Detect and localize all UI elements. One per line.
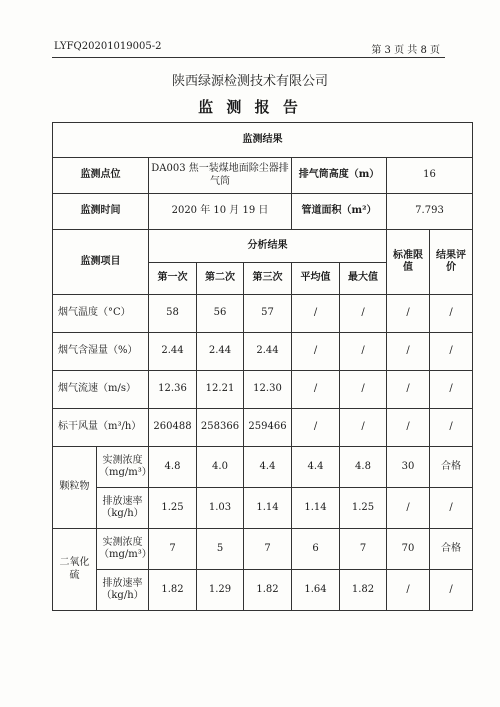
monitoring-results-table (52, 122, 473, 611)
cell: 58 (149, 295, 197, 333)
cell: / (340, 371, 387, 409)
duct-area-label: 管道面积（m²） (292, 194, 387, 230)
sub-header: 第二次 (197, 263, 244, 295)
cell: / (340, 295, 387, 333)
cell: 合格 (430, 529, 473, 570)
limit-header: 标准限值 (387, 230, 430, 295)
cell: 1.82 (149, 570, 197, 611)
cell: / (430, 488, 473, 529)
report-title: 监 测 报 告 (198, 98, 302, 116)
cell: / (340, 409, 387, 447)
cell: 7 (340, 529, 387, 570)
cell: 7 (244, 529, 292, 570)
point-label: 监测点位 (53, 158, 149, 194)
row-label: 排放速率（kg/h） (97, 570, 149, 611)
item-header: 监测项目 (53, 230, 149, 295)
row-label: 烟气温度（°C） (53, 295, 149, 333)
cell: 1.82 (244, 570, 292, 611)
table-row (53, 447, 473, 488)
cell: / (292, 409, 340, 447)
cell: 4.0 (197, 447, 244, 488)
table-row (53, 488, 473, 529)
table-row (53, 409, 473, 447)
cell: / (430, 295, 473, 333)
row-label: 实测浓度（mg/m³） (97, 447, 149, 488)
cell: 259466 (244, 409, 292, 447)
cell: 258366 (197, 409, 244, 447)
cell: 1.14 (292, 488, 340, 529)
sub-header: 平均值 (292, 263, 340, 295)
table-row (53, 295, 473, 333)
cell: 56 (197, 295, 244, 333)
cell: / (430, 570, 473, 611)
cell: 260488 (149, 409, 197, 447)
cell: 6 (292, 529, 340, 570)
cell: 1.25 (149, 488, 197, 529)
row-label: 烟气含湿量（%） (53, 333, 149, 371)
analysis-header: 分析结果 (149, 230, 387, 263)
cell: 1.82 (340, 570, 387, 611)
doc-id: LYFQ20201019005-2 (54, 41, 162, 52)
cell: 57 (244, 295, 292, 333)
sub-header: 第一次 (149, 263, 197, 295)
table-row (53, 371, 473, 409)
cell: 4.4 (244, 447, 292, 488)
cell: 4.8 (149, 447, 197, 488)
cell: / (292, 371, 340, 409)
cell: / (387, 371, 430, 409)
cell: 70 (387, 529, 430, 570)
cell: 1.14 (244, 488, 292, 529)
time-value: 2020 年 10 月 19 日 (149, 194, 292, 230)
time-label: 监测时间 (53, 194, 149, 230)
duct-area-value: 7.793 (387, 194, 473, 230)
cell: / (387, 570, 430, 611)
row-label: 烟气流速（m/s） (53, 371, 149, 409)
group-label: 二氧化硫 (53, 529, 97, 611)
stack-height-label: 排气筒高度（m） (292, 158, 387, 194)
cell: / (430, 371, 473, 409)
header-divider (52, 57, 445, 58)
cell: 合格 (430, 447, 473, 488)
cell: 4.4 (292, 447, 340, 488)
company-name: 陕西绿源检测技术有限公司 (171, 74, 328, 89)
cell: 1.03 (197, 488, 244, 529)
cell: 4.8 (340, 447, 387, 488)
table-row (53, 333, 473, 371)
cell: 12.21 (197, 371, 244, 409)
cell: / (387, 295, 430, 333)
cell: 5 (197, 529, 244, 570)
cell: / (387, 333, 430, 371)
row-label: 排放速率（kg/h） (97, 488, 149, 529)
cell: 30 (387, 447, 430, 488)
cell: 12.36 (149, 371, 197, 409)
cell: / (387, 488, 430, 529)
cell: 2.44 (197, 333, 244, 371)
cell: 2.44 (149, 333, 197, 371)
cell: / (340, 333, 387, 371)
page-info: 第 3 页 共 8 页 (371, 45, 440, 56)
cell: 2.44 (244, 333, 292, 371)
stack-height-value: 16 (387, 158, 473, 194)
sub-header: 第三次 (244, 263, 292, 295)
table-row (53, 570, 473, 611)
table-row (53, 529, 473, 570)
row-label: 标干风量（m³/h） (53, 409, 149, 447)
cell: 1.29 (197, 570, 244, 611)
eval-header: 结果评价 (430, 230, 473, 295)
cell: 1.64 (292, 570, 340, 611)
sub-header: 最大值 (340, 263, 387, 295)
row-label: 实测浓度（mg/m³） (97, 529, 149, 570)
cell: 7 (149, 529, 197, 570)
cell: / (430, 409, 473, 447)
cell: 12.30 (244, 371, 292, 409)
cell: / (387, 409, 430, 447)
section-title: 监测结果 (53, 123, 473, 158)
cell: / (292, 333, 340, 371)
cell: 1.25 (340, 488, 387, 529)
point-value: DA003 焦一装煤地面除尘器排气筒 (149, 158, 292, 194)
cell: / (292, 295, 340, 333)
cell: / (430, 333, 473, 371)
group-label: 颗粒物 (53, 447, 97, 529)
